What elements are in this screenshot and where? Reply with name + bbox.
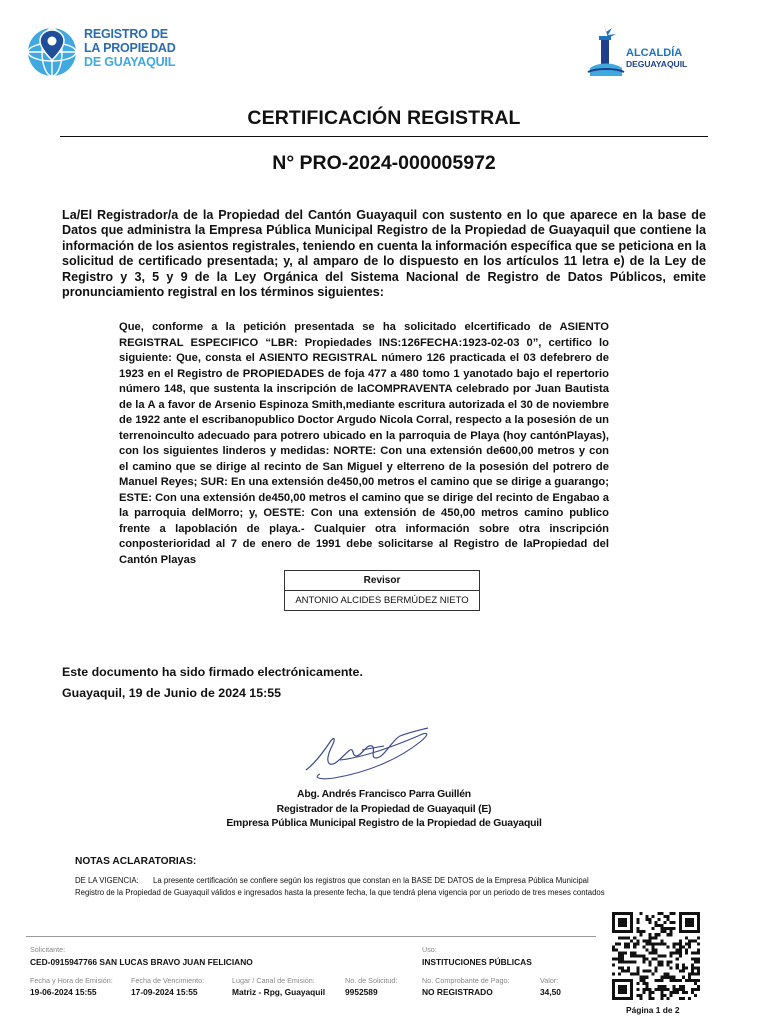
lugar-value: Matriz - Rpg, Guayaquil	[232, 987, 326, 997]
emision-value: 19-06-2024 15:55	[30, 987, 97, 997]
signatory-org: Empresa Pública Municipal Registro de la Propiedad de Guayaquil	[226, 818, 542, 830]
title-divider	[60, 136, 708, 137]
certification-body: Que, conforme a la petición presentada se ha solicitado elcertificado de ASIENTO REGISTRAL ESPECIFICO “LBR: Propiedades INS:126FECHA:1923-02-03 0”, certifico lo siguiente: Que, consta el ASIENTO REGISTRAL número 126 practicada el 03 defebrero de 1923 en el Registro de PROPIEDADES de foja 477 a 480 tomo 1 yanotado bajo el repertorio número 148, que sustenta la inscripción de laCOMPRAVENTA celebrado por Juan Bautista de la A a favor de Arsenio Espinoza Smith,mediante escritura autorizada el 30 de noviembre de 1922 ante el escribanopublico Doctor Argudo Nicola Corral, respecto a la posesión de un terrenoinculto adecuado para potrero ubicado en la parroquia de Playa (hoy cantónPlayas), con los siguientes linderos y medidas: NORTE: Con una extensión de600,00 metros y con el camino que se dirige al recinto de San Miguel y elterreno de la posesión del potrero de Manuel Reyes; SUR: En una extensión de450,00 metros el camino que se dirige a guarango; ESTE: Con una extensión de450,00 metros el camino que se dirige del recinto de Engabao a la parroquia delMorro; y, OESTE: Con una extensión de 450,00 metros camino publico frente a lapoblación de playa.- Cualquier otra información sobre otra inscripción conposterioridad al 7 de enero de 1991 debe solicitarse al Registro de laPropiedad del Cantón Playas	[119, 321, 609, 566]
logo-line-2: LA PROPIEDAD	[84, 41, 176, 55]
alcaldia-line-2: DEGUAYAQUIL	[626, 59, 688, 69]
solicitud-value: 9952589	[345, 987, 378, 997]
qr-code-icon	[612, 912, 700, 1000]
valor-label: Valor:	[540, 976, 559, 985]
reviewer-table	[284, 570, 480, 611]
lighthouse-icon	[586, 22, 626, 80]
vencimiento-value: 17-09-2024 15:55	[131, 987, 198, 997]
solicitante-value: CED-0915947766 SAN LUCAS BRAVO JUAN FELICIANO	[30, 957, 253, 967]
notes-body	[75, 875, 715, 898]
certificate-number: N° PRO-2024-000005972	[272, 152, 496, 174]
alcaldia-line-1: ALCALDÍA	[626, 47, 683, 59]
solicitud-label: No. de Solicitud:	[345, 976, 398, 985]
intro-paragraph: La/El Registrador/a de la Propiedad del Cantón Guayaquil con sustento en lo que aparece en la base de Datos que administra la Empresa Pública Municipal Registro de la Propiedad de Guayaquil que contiene la información de los asientos registrales, teniendo en cuenta la información específica que se peticiona en la solicitud de certificado presentada; y, al amparo de lo dispuesto en los artículos 11 letra e) de la Ley de Registro y 3, 5 y 9 de la Ley Orgánica del Sistema Nacional de Registro de Datos Públicos, emite pronunciamiento registral en los términos siguientes:	[62, 208, 706, 300]
alcaldia-logo	[586, 22, 696, 80]
reviewer-header: Revisor	[285, 571, 480, 591]
signatory-role: Registrador de la Propiedad de Guayaquil (E)	[276, 803, 492, 815]
signed-line: Este documento ha sido firmado electrónicamente.	[62, 665, 363, 679]
registro-propiedad-logo	[26, 24, 176, 80]
lugar-label: Lugar / Canal de Emisión:	[232, 976, 315, 985]
registro-logo-text	[84, 27, 176, 69]
emision-label: Fecha y Hora de Emisión:	[30, 976, 113, 985]
vigencia-text-1: La presente certificación se confiere según los registros que constan en la BASE DE DATOS de la Empresa Pública Municipal	[153, 876, 589, 885]
signed-date: Guayaquil, 19 de Junio de 2024 15:55	[62, 686, 281, 700]
footer-divider	[26, 936, 596, 937]
globe-pin-icon	[26, 24, 80, 78]
reviewer-name: ANTONIO ALCIDES BERMÚDEZ NIETO	[285, 591, 480, 611]
uso-label: Uso:	[422, 945, 437, 954]
vigencia-label: DE LA VIGENCIA:	[75, 876, 139, 885]
uso-value: INSTITUCIONES PÚBLICAS	[422, 957, 532, 967]
solicitante-label: Solicitante:	[30, 945, 66, 954]
logo-line-1: REGISTRO DE	[84, 27, 168, 41]
handwritten-signature	[300, 724, 440, 784]
comprobante-label: No. Comprobante de Pago:	[422, 976, 510, 985]
vigencia-text-2: Registro de la Propiedad de Guayaquil válidos e ingresados hasta la presente fecha, la que tendrá plena vigencia por un periodo de tres meses contados	[75, 887, 605, 897]
notes-title: NOTAS ACLARATORIAS:	[75, 856, 197, 867]
logo-line-3: DE GUAYAQUIL	[84, 55, 176, 69]
document-title: CERTIFICACIÓN REGISTRAL	[247, 107, 521, 129]
valor-value: 34,50	[540, 987, 561, 997]
signatory-name: Abg. Andrés Francisco Parra Guillén	[297, 789, 471, 800]
vencimiento-label: Fecha de Vencimiento:	[131, 976, 205, 985]
signatory-block	[0, 788, 768, 832]
page-number: Página 1 de 2	[626, 1005, 680, 1015]
comprobante-value: NO REGISTRADO	[422, 987, 493, 997]
electronic-signature-notice	[62, 662, 363, 704]
alcaldia-logo-text	[626, 48, 687, 70]
